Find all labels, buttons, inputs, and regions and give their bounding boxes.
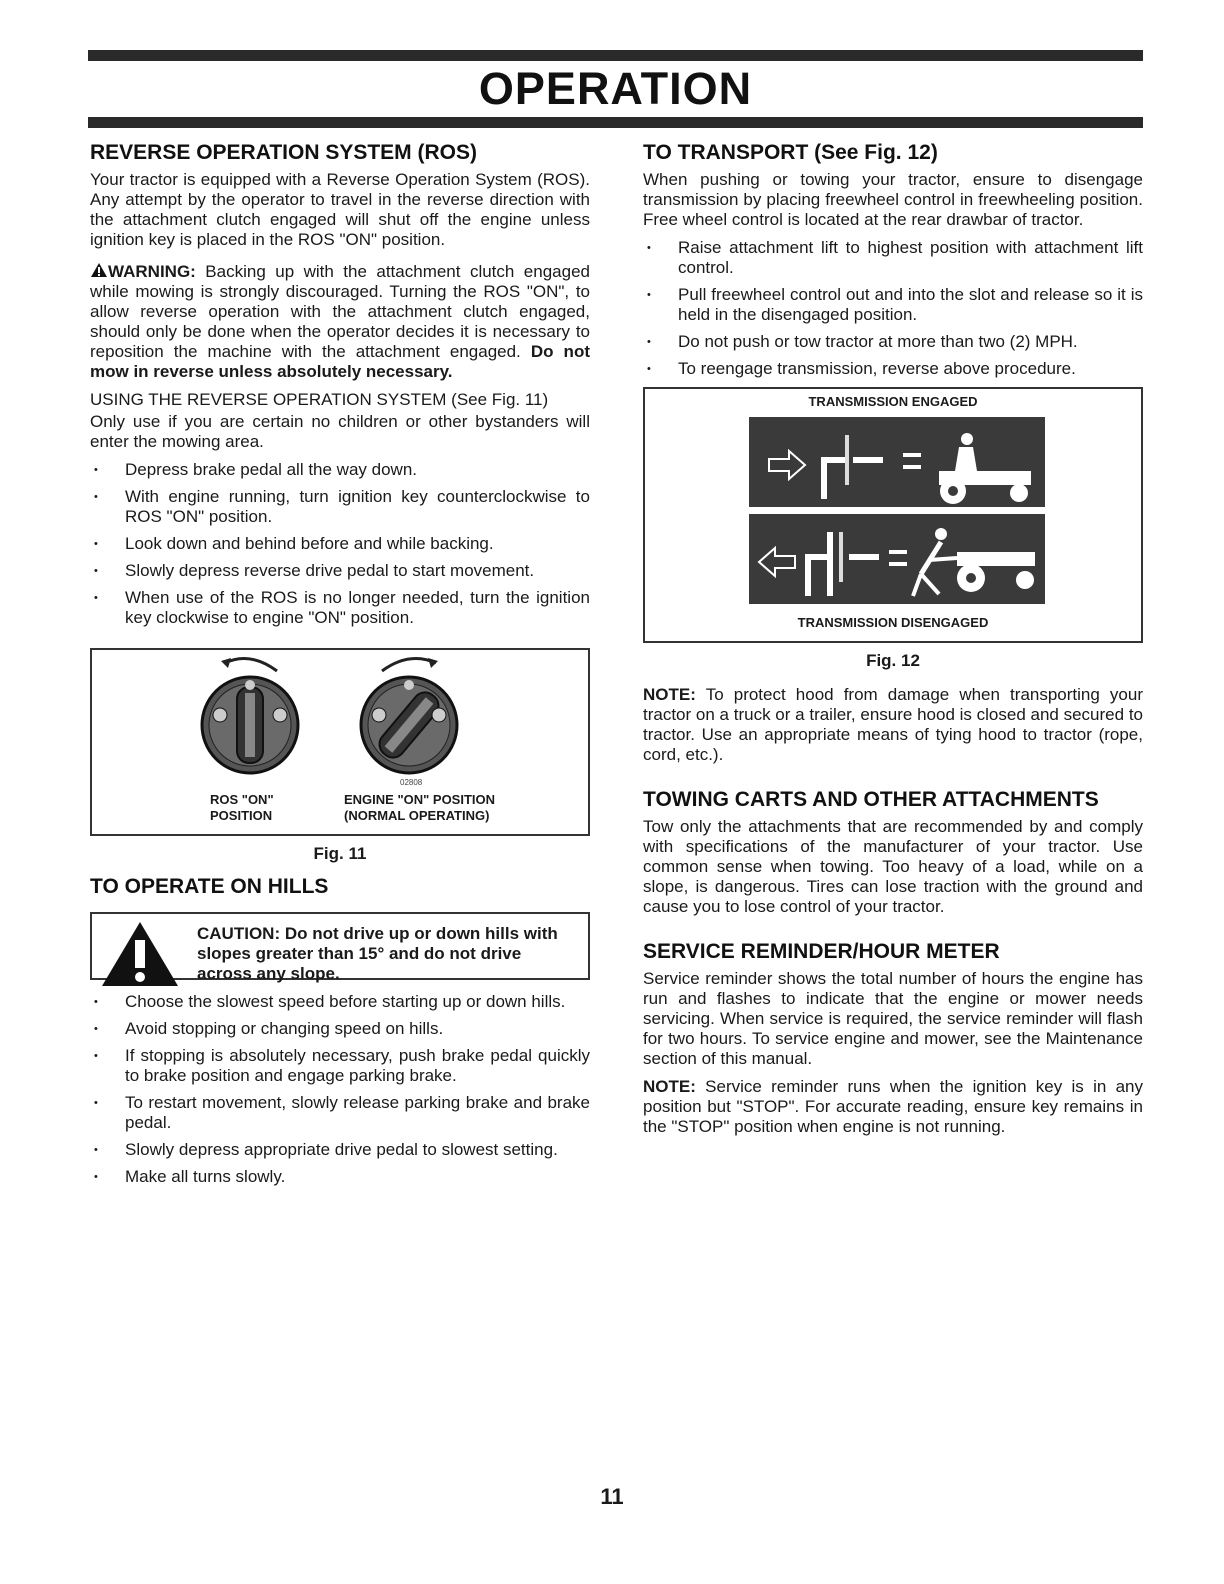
list-item: • Make all turns slowly. (90, 1167, 590, 1187)
fig11-box (90, 648, 590, 836)
fig11-part-number: 02808 (400, 778, 423, 787)
ignition-engine-on-diagram (354, 653, 464, 778)
list-item: • Slowly depress appropriate drive pedal to slowest setting. (90, 1140, 590, 1160)
warning-label: WARNING: (108, 262, 196, 281)
ros-intro: Your tractor is equipped with a Reverse Operation System (ROS). Any attempt by the operator to travel in the reverse direction with the attachment clutch engaged will shut off the engine unless ignition key is placed in the ROS "ON" position. (90, 170, 590, 249)
fig12-box (643, 387, 1143, 643)
title-band (88, 50, 1143, 128)
warning-text: Backing up with the attachment clutch engaged while mowing is strongly discouraged. Turning the ROS "ON", to allow reverse operation with the attachment clutch engaged, should only be done when the operator decides it is necessary to reposition the machine with the attachment engaged. (90, 262, 590, 361)
page-title: OPERATION (478, 63, 753, 114)
title-rule-bottom (88, 117, 1143, 128)
note-text: To protect hood from damage when transporting your tractor on a truck or a trailer, ensure hood is closed and secured to tractor. Use an appropriate means of tying hood to tractor (rope, cord, etc.). (643, 685, 1143, 764)
warning-bold-text: Do not mow in reverse unless absolutely necessary. (90, 342, 590, 381)
list-item: • To reengage transmission, reverse above procedure. (643, 359, 1143, 379)
list-item: • Avoid stopping or changing speed on hills. (90, 1019, 590, 1039)
list-item: • Slowly depress reverse drive pedal to start movement. (90, 561, 590, 581)
fig12-caption: Fig. 12 (866, 651, 920, 670)
fig11-label-left (210, 792, 274, 824)
list-item: • Depress brake pedal all the way down. (90, 460, 590, 480)
left-column (90, 140, 590, 1195)
list-item: • Look down and behind before and while backing. (90, 534, 590, 554)
transmission-engaged-pictogram (749, 417, 1045, 507)
label-line: ENGINE "ON" POSITION (344, 792, 496, 807)
towing-text: Tow only the attachments that are recommended by and comply with specifications of the manufacturer of your tractor. Use common sense when towing. Too heavy of a load, while on a slope, is dangerous. Tires can lose traction with the ground and cause you to lose control of your tractor. (643, 817, 1143, 916)
label-line: POSITION (210, 808, 273, 823)
caution-text: CAUTION: Do not drive up or down hills with slopes greater than 15° and do not drive across any slope. (197, 924, 558, 983)
fig12-top-label: TRANSMISSION ENGAGED (808, 394, 978, 409)
fig12-bottom-label: TRANSMISSION DISENGAGED (797, 615, 989, 630)
list-item: • To restart movement, slowly release parking brake and brake pedal. (90, 1093, 590, 1133)
transport-list (643, 238, 1143, 379)
using-heading: USING THE REVERSE OPERATION SYSTEM (See Fig. 11) (90, 390, 549, 409)
label-line: ROS "ON" (210, 792, 274, 807)
transport-note (643, 685, 1143, 765)
note-text: Service reminder runs when the ignition key is in any position but "STOP". For accurate reading, ensure key remains in the "STOP" position when engine is not running. (643, 1077, 1143, 1136)
note-label: NOTE: (643, 685, 696, 704)
list-item: • Raise attachment lift to highest position with attachment lift control. (643, 238, 1143, 278)
hills-list (90, 992, 590, 1187)
using-intro: Only use if you are certain no children or other bystanders will enter the mowing area. (90, 412, 590, 451)
list-item: • Choose the slowest speed before starting up or down hills. (90, 992, 590, 1012)
list-item: • When use of the ROS is no longer needed, turn the ignition key clockwise to engine "ON" position. (90, 588, 590, 628)
fig11-caption: Fig. 11 (313, 844, 367, 863)
right-column (643, 140, 1143, 1145)
caution-box (90, 912, 590, 983)
ros-warning (90, 262, 590, 382)
page-number: 11 (600, 1484, 624, 1509)
transport-intro: When pushing or towing your tractor, ensure to disengage transmission by placing freewheel control in freewheeling position. Free wheel control is located at the rear drawbar of tractor. (643, 170, 1143, 229)
transmission-disengaged-pictogram (749, 514, 1045, 604)
fig11-label-right (344, 792, 495, 824)
service-text: Service reminder shows the total number of hours the engine has run and flashes to indicate that the engine or mower needs servicing. When service is required, the service reminder will flash for two hours. To service engine and mower, see the Maintenance section of this manual. (643, 969, 1143, 1068)
ros-heading: REVERSE OPERATION SYSTEM (ROS) (90, 141, 477, 164)
list-item: • Pull freewheel control out and into the slot and release so it is held in the disengaged position. (643, 285, 1143, 325)
title-rule-top (88, 50, 1143, 61)
service-note (643, 1077, 1143, 1137)
list-item: • Do not push or tow tractor at more than two (2) MPH. (643, 332, 1143, 352)
label-line: (NORMAL OPERATING) (344, 808, 490, 823)
list-item: • If stopping is absolutely necessary, push brake pedal quickly to brake position and engage parking brake. (90, 1046, 590, 1086)
ros-steps (90, 460, 590, 628)
service-heading: SERVICE REMINDER/HOUR METER (643, 940, 1000, 963)
hills-heading: TO OPERATE ON HILLS (90, 875, 329, 898)
towing-heading: TOWING CARTS AND OTHER ATTACHMENTS (643, 788, 1099, 811)
list-item: • With engine running, turn ignition key counterclockwise to ROS "ON" position. (90, 487, 590, 527)
warning-icon (90, 262, 108, 278)
transport-heading: TO TRANSPORT (See Fig. 12) (643, 141, 938, 164)
ignition-ros-on-diagram (195, 653, 305, 778)
note-label: NOTE: (643, 1077, 696, 1096)
caution-triangle-icon (100, 920, 180, 988)
